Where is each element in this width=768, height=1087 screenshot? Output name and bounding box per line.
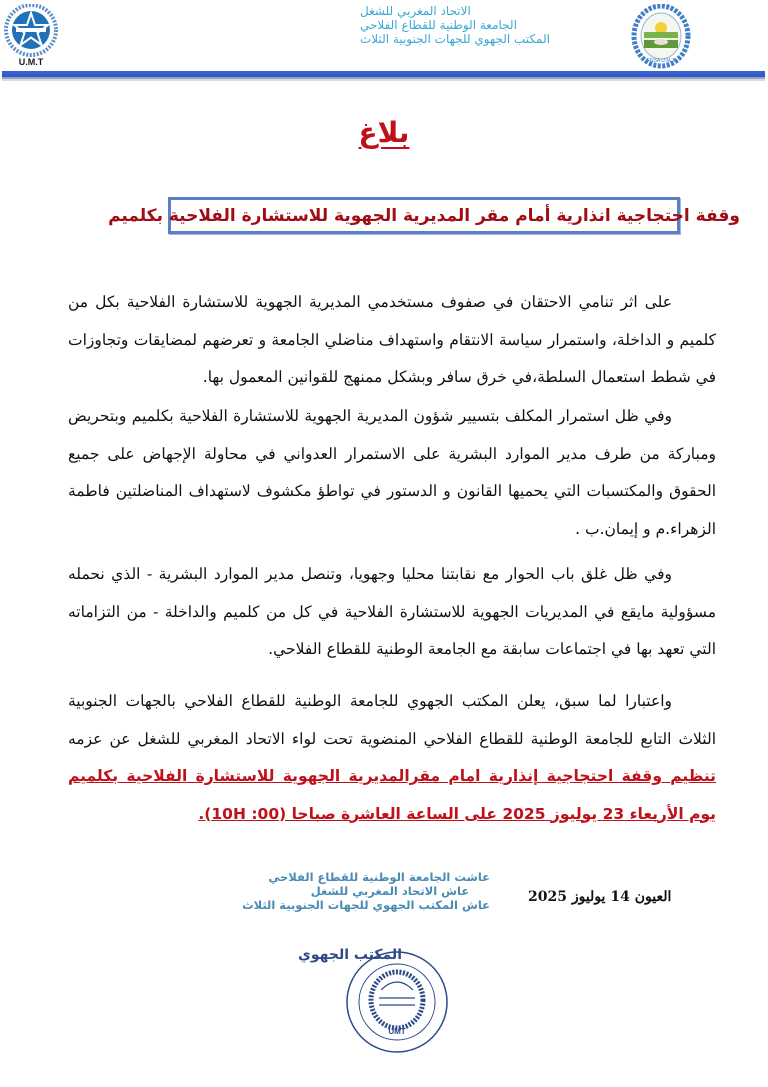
signature-regional-office: المكتب الجهوي — [298, 947, 402, 963]
page-title: بلاغ — [358, 116, 410, 149]
protest-announcement-highlight: تنظيم وقفة احتجاجية إنذارية امام مقرالمديرية الجهوية للاستشارة الفلاحية بكلميم يوم الأربعاء 23 يوليوز 2025 على الساعة العاشرة صباحا (00: 10H). — [68, 767, 716, 823]
fnsa-caption: FNSA U.M.T — [646, 58, 676, 64]
umt-star-logo-icon — [2, 4, 60, 68]
slogan-regional-office: عاش المكتب الجهوي للجهات الجنوبية الثلاث — [242, 898, 490, 912]
slogan-federation: عاشت الجامعة الوطنية للقطاع الفلاحي — [268, 870, 490, 884]
closing-slogans — [242, 870, 490, 912]
issue-date: العيون 14 يوليوز 2025 — [528, 889, 672, 905]
umt-caption: U.M.T — [18, 57, 44, 67]
official-stamp-icon — [345, 950, 449, 1054]
paragraph-2 — [68, 398, 716, 548]
header-divider — [2, 71, 765, 77]
paragraph-3-text: وفي ظل غلق باب الحوار مع نقابتنا محليا وجهويا، وتنصل مدير الموارد البشرية - الذي نحمله مسؤولية مايقع في المديريات الجهوية للاستشارة الفلاحية في كل من كلميم والداخلة - من التزاماته التي تعهد بها في اجتماعات سابقة مع الجامعة الوطنية للقطاع الفلاحي. — [68, 565, 716, 658]
paragraph-1 — [68, 284, 716, 397]
paragraph-1-text: على اثر تنامي الاحتقان في صفوف مستخدمي المديرية الجهوية للاستشارة الفلاحية بكل من كلميم و الداخلة، واستمرار سياسة الانتقام واستهداف مناضلي الجامعة و تعرضهم لمضايقات وتجاوزات في شطط استعمال السلطة،في خرق سافر وبشكل ممنهج للقوانين المعمول بها. — [68, 293, 716, 386]
stamp-caption: UMT — [388, 1027, 406, 1036]
subject-box — [108, 197, 740, 234]
paragraph-4-text: واعتبارا لما سبق، يعلن المكتب الجهوي للجامعة الوطنية للقطاع الفلاحي بالجهات الجنوبية الثلاث التابع للجامعة الوطنية للقطاع الفلاحي المنضوية تحت لواء الاتحاد المغربي للشغل عن عزمه — [68, 692, 716, 748]
header-line-union: الاتحاد المغربي للشغل — [359, 4, 471, 18]
paragraph-3 — [68, 556, 716, 669]
header-line-federation: الجامعة الوطنية للقطاع الفلاحي — [360, 18, 517, 32]
subject-text: وقفة احتجاجية انذارية أمام مقر المديرية الجهوية للاستشارة الفلاحية بكلميم — [108, 205, 740, 226]
fnsa-wheat-logo-icon — [630, 4, 692, 70]
paragraph-2-text: وفي ظل استمرار المكلف بتسيير شؤون المديرية الجهوية للاستشارة الفلاحية بكلميم وبتحريض ومباركة من طرف مدير الموارد البشرية على الاستمرار العدواني في محاولة الإجهاض على جميع الحقوق والمكتسبات التي يحميها القانون و الدستور في تواطؤ مكشوف لاستهداف المناضلتين فاطمة الزهراء.م و إيمان.ب . — [68, 407, 716, 538]
header-line-regional-office: المكتب الجهوي للجهات الجنوبية الثلاث — [360, 32, 550, 46]
paragraph-4 — [68, 683, 716, 833]
slogan-union: عاش الاتحاد المغربي للشغل — [310, 884, 470, 898]
